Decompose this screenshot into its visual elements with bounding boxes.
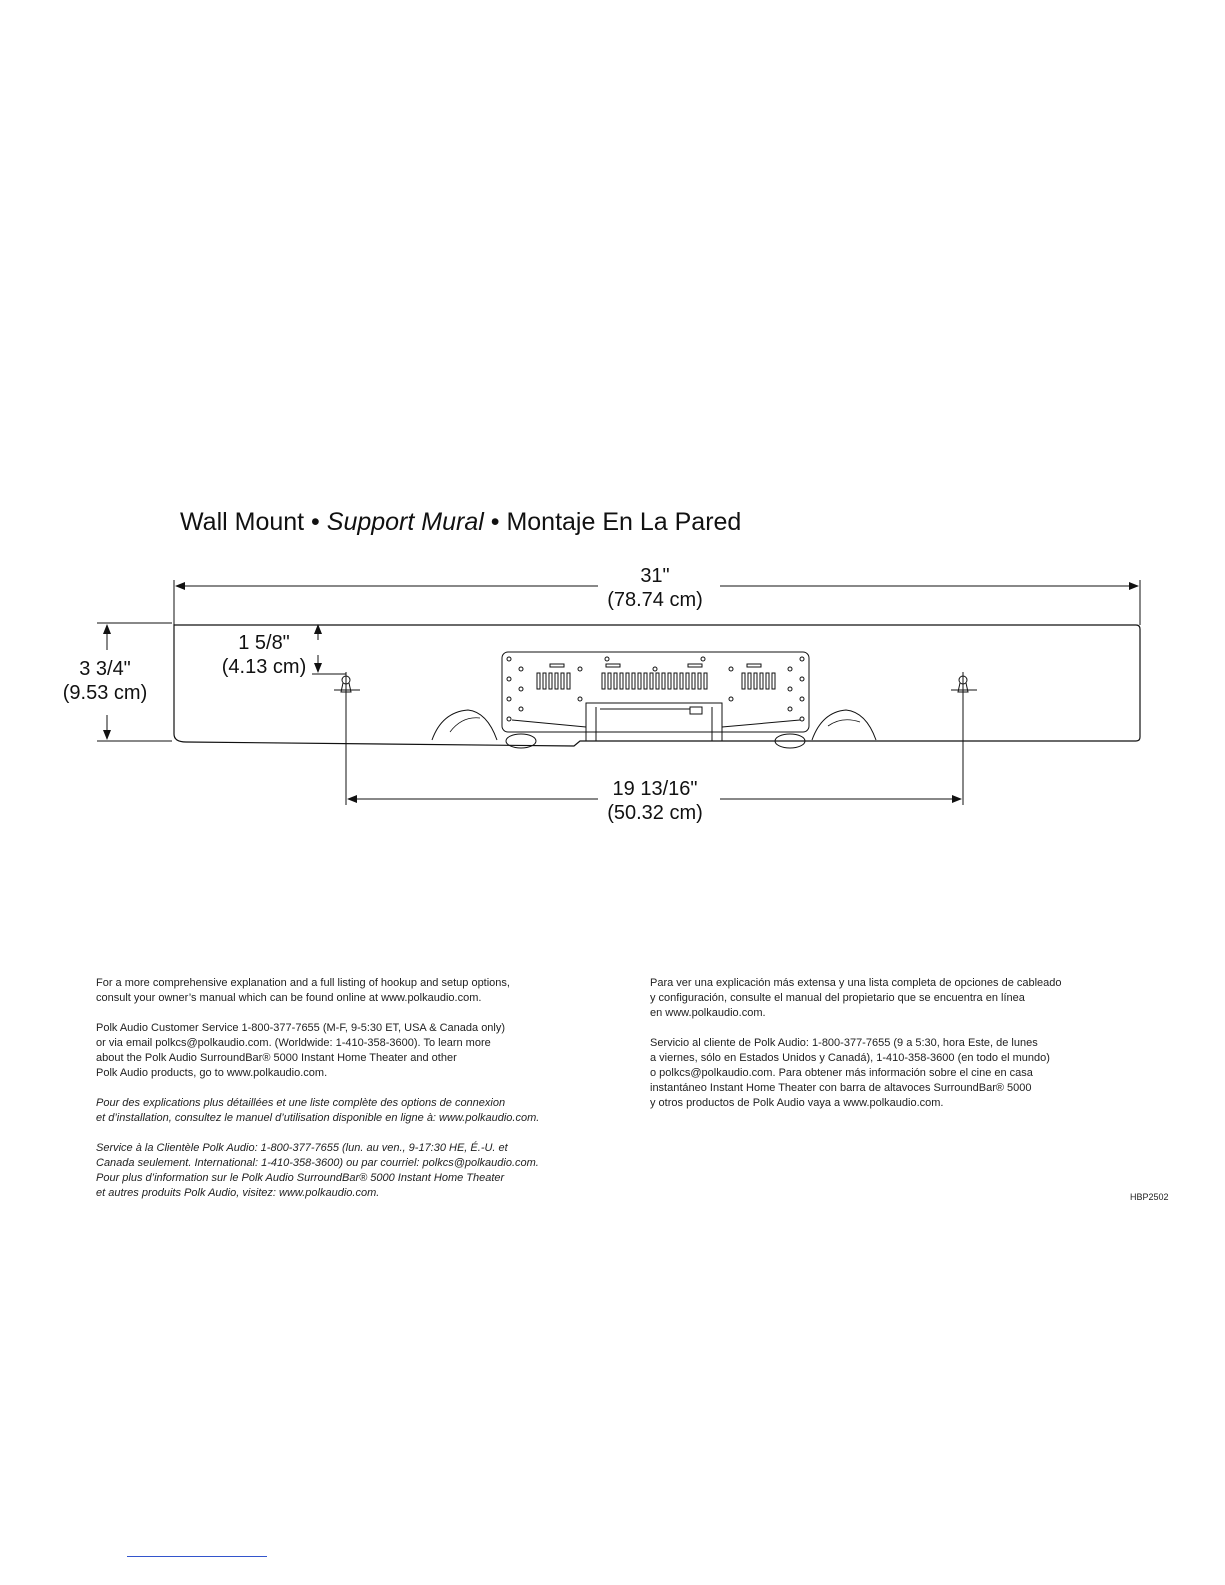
vent-slots-left xyxy=(537,673,570,689)
text-line: Service à la Clientèle Polk Audio: 1-800-377-7655 (lun. au ven., 9-17:30 HE, É.-U. et xyxy=(96,1142,508,1154)
french-paragraph-1 xyxy=(96,1096,616,1126)
panel-slot xyxy=(550,664,564,667)
text-line: Pour des explications plus détaillées et une liste complète des options de connexion xyxy=(96,1097,506,1109)
text-line: Servicio al cliente de Polk Audio: 1-800-377-7655 (9 a 5:30, hora Este, de lunes xyxy=(650,1037,1038,1049)
keyhole-drop-centimeters: (4.13 cm) xyxy=(221,656,307,678)
text-line: y configuración, consulte el manual del propietario que se encuentra en línea xyxy=(650,992,1025,1004)
spanish-paragraph-2 xyxy=(650,1036,1130,1111)
english-paragraph-2 xyxy=(96,1021,616,1081)
french-paragraph-2 xyxy=(96,1141,616,1201)
title-spanish: Montaje En La Pared xyxy=(506,508,742,536)
right-column-text xyxy=(650,976,1130,1126)
keyhole-right xyxy=(951,672,977,700)
foot-left xyxy=(432,710,536,748)
width-label xyxy=(560,564,750,612)
height-label xyxy=(48,657,162,705)
keyhole-spacing-centimeters: (50.32 cm) xyxy=(607,802,703,824)
document-code: HBP2502 xyxy=(1130,1192,1169,1202)
spanish-paragraph-1 xyxy=(650,976,1130,1021)
text-line: about the Polk Audio SurroundBar® 5000 Instant Home Theater and other xyxy=(96,1052,457,1064)
text-line: et d’installation, consultez le manuel d’utilisation disponible en ligne à: www.polkaudio.com. xyxy=(96,1112,540,1124)
text-line: en www.polkaudio.com. xyxy=(650,1007,766,1019)
height-centimeters: (9.53 cm) xyxy=(62,682,148,704)
title-separator: • xyxy=(304,508,327,536)
vent-slots-right xyxy=(742,673,775,689)
keyhole-left xyxy=(334,672,360,700)
panel-slot xyxy=(688,664,702,667)
text-line: or via email polkcs@polkaudio.com. (Worldwide: 1-410-358-3600). To learn more xyxy=(96,1037,491,1049)
text-line: a viernes, sólo en Estados Unidos y Canadá), 1-410-358-3600 (en todo el mundo) xyxy=(650,1052,1050,1064)
panel-slot xyxy=(606,664,620,667)
text-line: For a more comprehensive explanation and a full listing of hookup and setup options, xyxy=(96,977,510,989)
text-line: consult your owner’s manual which can be found online at www.polkaudio.com. xyxy=(96,992,482,1004)
height-inches: 3 3/4" xyxy=(79,658,131,680)
width-centimeters: (78.74 cm) xyxy=(607,589,703,611)
text-line: et autres produits Polk Audio, visitez: www.polkaudio.com. xyxy=(96,1187,380,1199)
footer-rule xyxy=(127,1556,267,1557)
text-line: Polk Audio Customer Service 1-800-377-7655 (M-F, 9-5:30 ET, USA & Canada only) xyxy=(96,1022,506,1034)
width-inches: 31" xyxy=(640,565,670,587)
keyhole-spacing-inches: 19 13/16" xyxy=(612,778,698,800)
connection-panel xyxy=(502,652,809,741)
page-title xyxy=(180,508,741,537)
text-line: Para ver una explicación más extensa y una lista completa de opciones de cableado xyxy=(650,977,1062,989)
title-english: Wall Mount xyxy=(180,508,305,536)
text-line: Pour plus d’information sur le Polk Audio SurroundBar® 5000 Instant Home Theater xyxy=(96,1172,505,1184)
text-line: instantáneo Instant Home Theater con barra de altavoces SurroundBar® 5000 xyxy=(650,1082,1032,1094)
vent-slots-center xyxy=(602,673,707,689)
text-line: Polk Audio products, go to www.polkaudio.com. xyxy=(96,1067,328,1079)
keyhole-spacing-label xyxy=(560,777,750,825)
title-french: Support Mural xyxy=(326,508,484,536)
title-separator: • xyxy=(483,508,507,536)
left-column-text xyxy=(96,976,616,1216)
keyhole-drop-label xyxy=(212,631,316,679)
text-line: o polkcs@polkaudio.com. Para obtener más información sobre el cine en casa xyxy=(650,1067,1033,1079)
text-line: y otros productos de Polk Audio vaya a www.polkaudio.com. xyxy=(650,1097,944,1109)
english-paragraph-1 xyxy=(96,976,616,1006)
foot-right xyxy=(775,710,876,748)
soundbar-body xyxy=(174,625,1140,746)
text-line: Canada seulement. International: 1-410-358-3600) ou par courriel: polkcs@polkaudio.com. xyxy=(96,1157,539,1169)
keyhole-drop-inches: 1 5/8" xyxy=(238,632,290,654)
panel-slot xyxy=(747,664,761,667)
